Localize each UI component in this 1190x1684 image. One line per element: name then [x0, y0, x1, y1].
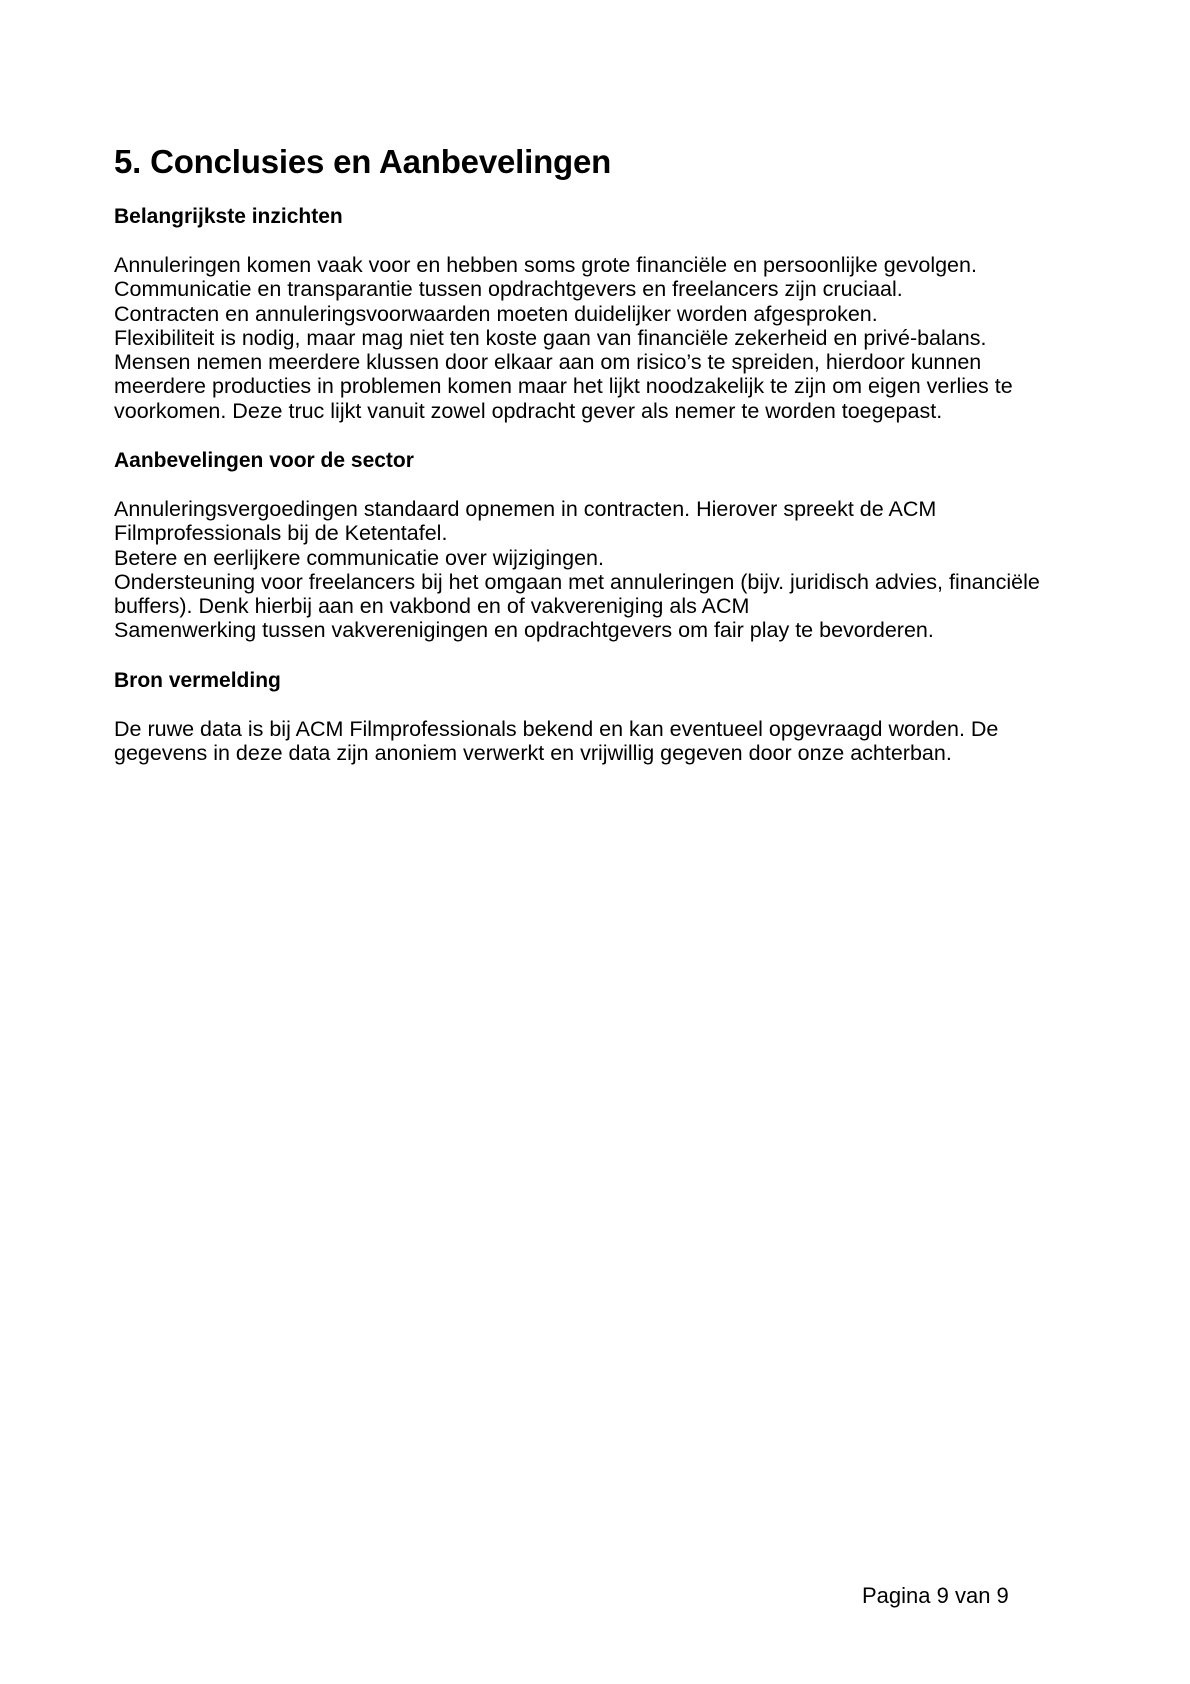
page-number: Pagina 9 van 9 [862, 1583, 1009, 1608]
insights-line: meerdere producties in problemen komen maar het lijkt noodzakelijk te zijn om eigen verlies te [114, 374, 1013, 399]
insights-line: Annuleringen komen vaak voor en hebben soms grote financiële en persoonlijke gevolgen. [114, 253, 977, 277]
insights-line: voorkomen. Deze truc lijkt vanuit zowel opdracht gever als nemer te worden toegepast. [114, 398, 943, 423]
recommendations-line: buffers). Denk hierbij aan en vakbond en of vakvereniging als ACM [114, 594, 750, 619]
insights-paragraph [114, 253, 1013, 423]
recommendations-heading: Aanbevelingen voor de sector [114, 449, 414, 472]
recommendations-line: Annuleringsvergoedingen standaard opnemen in contracten. Hierover spreekt de ACM [114, 497, 937, 521]
document-page [114, 140, 1094, 766]
insights-line: Mensen nemen meerdere klussen door elkaar aan om risico’s te spreiden, hierdoor kunnen [114, 350, 982, 375]
page-title: 5. Conclusies en Aanbevelingen [114, 143, 612, 180]
insights-heading: Belangrijkste inzichten [114, 205, 343, 228]
recommendations-line: Samenwerking tussen vakverenigingen en opdrachtgevers om fair play te bevorderen. [114, 618, 934, 643]
insights-line: Flexibiliteit is nodig, maar mag niet ten koste gaan van financiële zekerheid en privé-balans. [114, 325, 987, 350]
source-line: gegevens in deze data zijn anoniem verwerkt en vrijwillig gegeven door onze achterban. [114, 741, 952, 766]
source-paragraph [114, 717, 998, 766]
recommendations-paragraph [114, 497, 1040, 643]
source-heading: Bron vermelding [114, 669, 281, 692]
insights-line: Communicatie en transparantie tussen opdrachtgevers en freelancers zijn cruciaal. [114, 277, 903, 302]
insights-line: Contracten en annuleringsvoorwaarden moeten duidelijker worden afgesproken. [114, 301, 878, 326]
recommendations-line: Filmprofessionals bij de Ketentafel. [114, 521, 448, 546]
recommendations-line: Ondersteuning voor freelancers bij het omgaan met annuleringen (bijv. juridisch advies, financiële [114, 569, 1040, 594]
recommendations-line: Betere en eerlijkere communicatie over wijzigingen. [114, 545, 604, 570]
source-line: De ruwe data is bij ACM Filmprofessionals bekend en kan eventueel opgevraagd worden. De [114, 717, 999, 741]
